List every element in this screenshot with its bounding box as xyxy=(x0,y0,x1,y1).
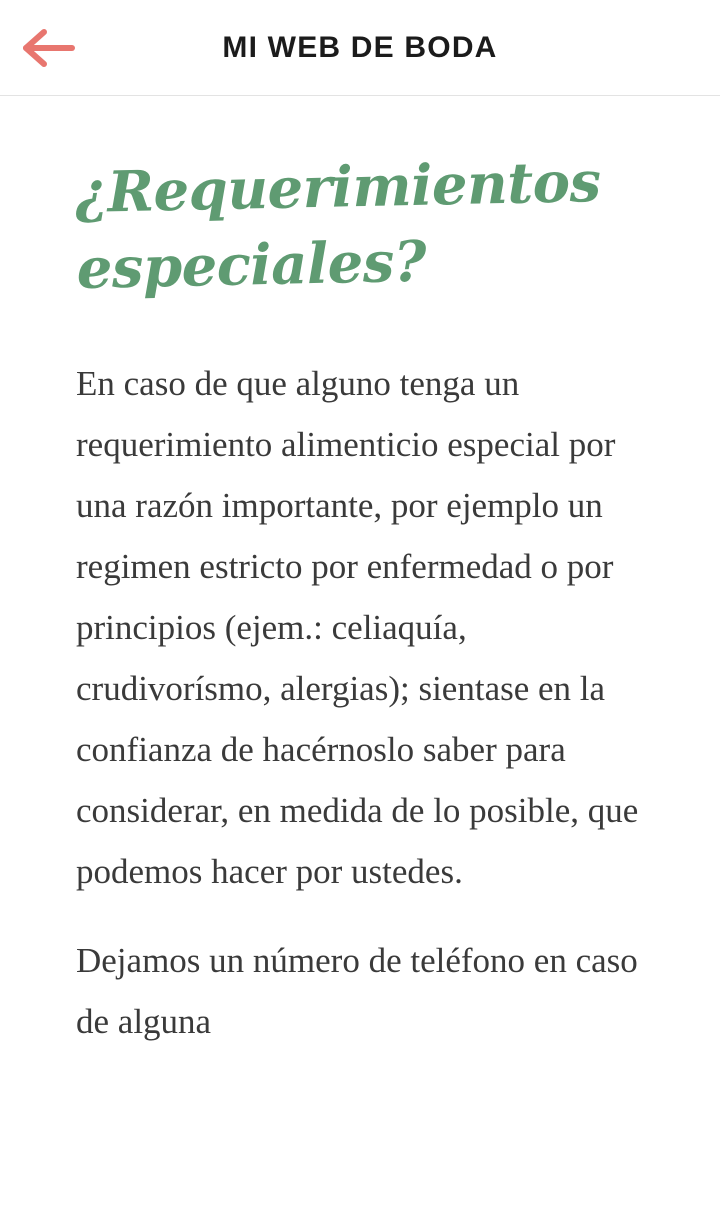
arrow-left-icon xyxy=(20,26,76,70)
page-content xyxy=(0,96,720,1052)
paragraph-2: Dejamos un número de teléfono en caso de alguna xyxy=(76,941,638,1042)
page-title: MI WEB DE BODA xyxy=(222,30,498,64)
app-header xyxy=(0,0,720,96)
back-button[interactable] xyxy=(0,0,96,96)
section-heading: ¿Requerimientos especiales? xyxy=(74,149,602,302)
paragraph-1: En caso de que alguno tenga un requerimiento alimenticio especial por una razón importante, por ejemplo un regimen estricto por enfermedad o por principios (ejem.: celiaquía, crudivorísmo, alergias); sientase en la confianza de hacérnoslo saber para considerar, en medida de lo posible, que podemos hacer por ustedes. xyxy=(76,364,639,892)
